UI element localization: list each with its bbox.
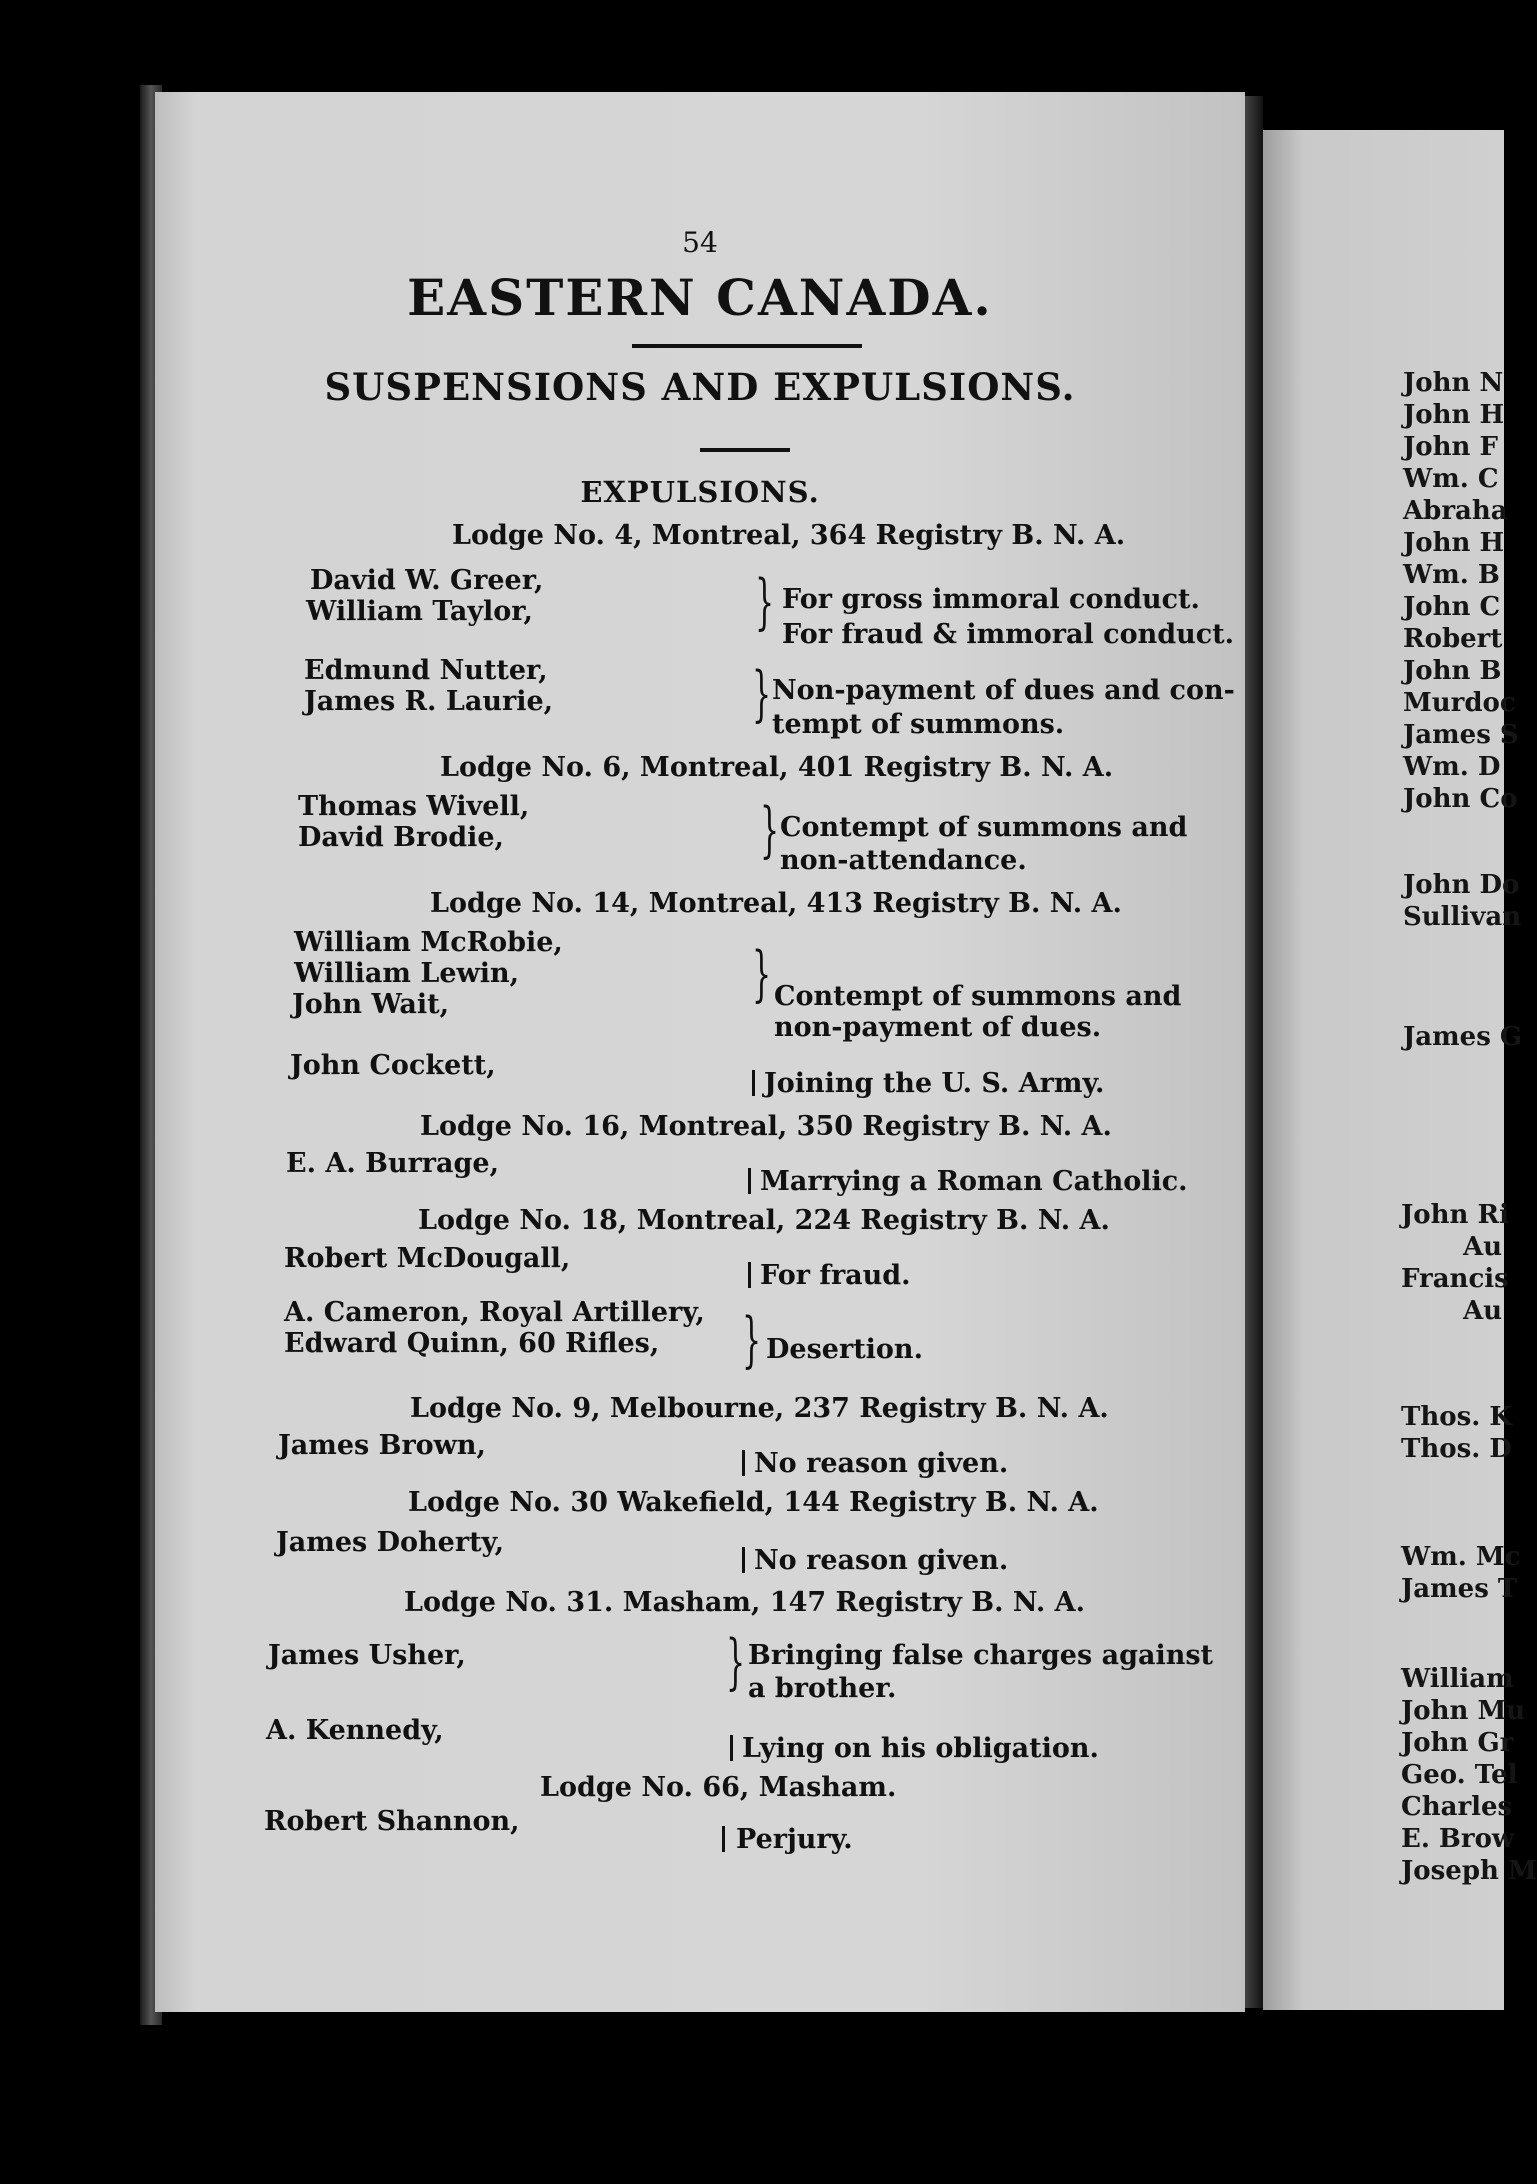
- lodge-heading: Lodge No. 4, Montreal, 364 Registry B. N. A.: [452, 520, 1126, 551]
- title-rule: [632, 344, 862, 348]
- expulsion-reason: non-attendance.: [780, 845, 1027, 876]
- member-name: A. Kennedy,: [266, 1715, 444, 1746]
- member-name: Robert McDougall,: [284, 1243, 571, 1274]
- lodge-heading: Lodge No. 31. Masham, 147 Registry B. N. A.: [404, 1587, 1086, 1618]
- brace-icon: }: [752, 659, 772, 729]
- right-page-line: John Do: [1403, 870, 1520, 900]
- expulsion-reason: tempt of summons.: [772, 709, 1065, 740]
- page-title: EASTERN CANADA.: [407, 268, 993, 327]
- lodge-heading: Lodge No. 30 Wakefield, 144 Registry B. N. A.: [408, 1487, 1099, 1518]
- right-page-line: Thos. K: [1401, 1402, 1512, 1432]
- expulsion-reason: Contempt of summons and: [774, 981, 1182, 1012]
- member-name: David Brodie,: [298, 822, 504, 853]
- brace-icon: }: [752, 939, 772, 1009]
- section-heading: EXPULSIONS.: [580, 475, 820, 509]
- separator-bar: [748, 1168, 751, 1194]
- separator-bar: [742, 1450, 745, 1476]
- member-name: James Brown,: [278, 1430, 486, 1461]
- expulsion-reason: For fraud.: [760, 1260, 911, 1291]
- expulsion-reason: Non-payment of dues and con-: [772, 675, 1235, 706]
- right-page-line: Murdoc: [1403, 688, 1516, 718]
- lodge-heading: Lodge No. 66, Masham.: [540, 1772, 897, 1803]
- brace-icon: }: [760, 795, 780, 865]
- expulsion-reason: Lying on his obligation.: [742, 1733, 1099, 1764]
- separator-bar: [748, 1262, 751, 1288]
- expulsion-reason: Joining the U. S. Army.: [764, 1068, 1105, 1099]
- member-name: John Wait,: [292, 989, 450, 1020]
- expulsion-reason: Desertion.: [766, 1334, 923, 1365]
- member-name: A. Cameron, Royal Artillery,: [284, 1297, 705, 1328]
- right-page-line: John H: [1403, 400, 1505, 430]
- right-page-line: William: [1401, 1664, 1514, 1694]
- lodge-heading: Lodge No. 6, Montreal, 401 Registry B. N. A.: [440, 752, 1114, 783]
- right-page-line: Robert: [1403, 624, 1503, 654]
- right-page-line: John N: [1403, 368, 1504, 398]
- separator-bar: [722, 1826, 725, 1852]
- right-page-line: Au: [1463, 1232, 1503, 1262]
- right-page-line: E. Brow: [1401, 1824, 1515, 1854]
- right-page-line: Wm. B: [1403, 560, 1500, 590]
- member-name: James Usher,: [268, 1640, 466, 1671]
- lodge-heading: Lodge No. 16, Montreal, 350 Registry B. N. A.: [420, 1111, 1112, 1142]
- right-page-line: John F: [1403, 432, 1498, 462]
- right-page-line: Wm. Mc: [1401, 1542, 1521, 1572]
- member-name: E. A. Burrage,: [286, 1148, 499, 1179]
- member-name: John Cockett,: [290, 1050, 496, 1081]
- member-name: Edward Quinn, 60 Rifles,: [284, 1328, 660, 1359]
- right-page-line: Geo. Tel: [1401, 1760, 1518, 1790]
- subtitle-rule: [700, 448, 790, 452]
- right-page-line: Francis: [1401, 1264, 1509, 1294]
- member-name: Robert Shannon,: [264, 1806, 520, 1837]
- brace-icon: }: [742, 1305, 762, 1375]
- right-page-line: John Gr: [1401, 1728, 1514, 1758]
- expulsion-reason: a brother.: [748, 1673, 897, 1704]
- expulsion-reason: Perjury.: [736, 1824, 853, 1855]
- right-page-line: John Ri: [1401, 1200, 1509, 1230]
- right-page-line: Thos. D: [1401, 1434, 1512, 1464]
- right-page-line: Au: [1463, 1296, 1503, 1326]
- right-page-line: John H: [1403, 528, 1505, 558]
- separator-bar: [752, 1070, 755, 1096]
- brace-icon: }: [726, 1627, 746, 1697]
- right-page-line: James G: [1403, 1022, 1523, 1052]
- lodge-heading: Lodge No. 18, Montreal, 224 Registry B. N. A.: [418, 1205, 1110, 1236]
- member-name: William Taylor,: [306, 596, 533, 627]
- right-page-line: Wm. D: [1403, 752, 1501, 782]
- right-page-line: Abraha: [1403, 496, 1508, 526]
- right-page-line: Joseph M: [1401, 1856, 1537, 1886]
- member-name: Edmund Nutter,: [304, 655, 548, 686]
- separator-bar: [742, 1547, 745, 1573]
- right-page: [1263, 130, 1537, 2010]
- page-subtitle: SUSPENSIONS AND EXPULSIONS.: [324, 365, 1076, 409]
- expulsion-reason: For fraud & immoral conduct.: [782, 619, 1235, 650]
- right-page-line: Wm. C: [1403, 464, 1499, 494]
- expulsion-reason: non-payment of dues.: [774, 1012, 1102, 1043]
- right-page-line: Charles: [1401, 1792, 1513, 1822]
- member-name: Thomas Wivell,: [298, 791, 530, 822]
- right-page-line: James T: [1401, 1574, 1518, 1604]
- page-gutter: [1245, 96, 1263, 2008]
- expulsion-reason: For gross immoral conduct.: [782, 584, 1200, 615]
- right-page-line: James S: [1403, 720, 1519, 750]
- member-name: William McRobie,: [294, 927, 563, 958]
- right-page-line: John B: [1403, 656, 1502, 686]
- right-page-line: John Mu: [1401, 1696, 1526, 1726]
- expulsion-reason: Marrying a Roman Catholic.: [760, 1166, 1188, 1197]
- expulsion-reason: Contempt of summons and: [780, 812, 1188, 843]
- member-name: William Lewin,: [294, 958, 520, 989]
- expulsion-reason: No reason given.: [754, 1448, 1009, 1479]
- member-name: James Doherty,: [276, 1527, 505, 1558]
- member-name: James R. Laurie,: [304, 686, 554, 717]
- right-page-line: John Co: [1403, 784, 1518, 814]
- member-name: David W. Greer,: [310, 565, 544, 596]
- lodge-heading: Lodge No. 9, Melbourne, 237 Registry B. N. A.: [410, 1393, 1109, 1424]
- brace-icon: }: [755, 567, 775, 637]
- lodge-heading: Lodge No. 14, Montreal, 413 Registry B. N. A.: [430, 888, 1122, 919]
- right-page-line: John C: [1403, 592, 1501, 622]
- expulsion-reason: No reason given.: [754, 1545, 1009, 1576]
- separator-bar: [730, 1735, 733, 1761]
- page-number: 54: [682, 226, 718, 259]
- expulsion-reason: Bringing false charges against: [748, 1640, 1213, 1671]
- right-page-line: Sullivan: [1403, 902, 1522, 932]
